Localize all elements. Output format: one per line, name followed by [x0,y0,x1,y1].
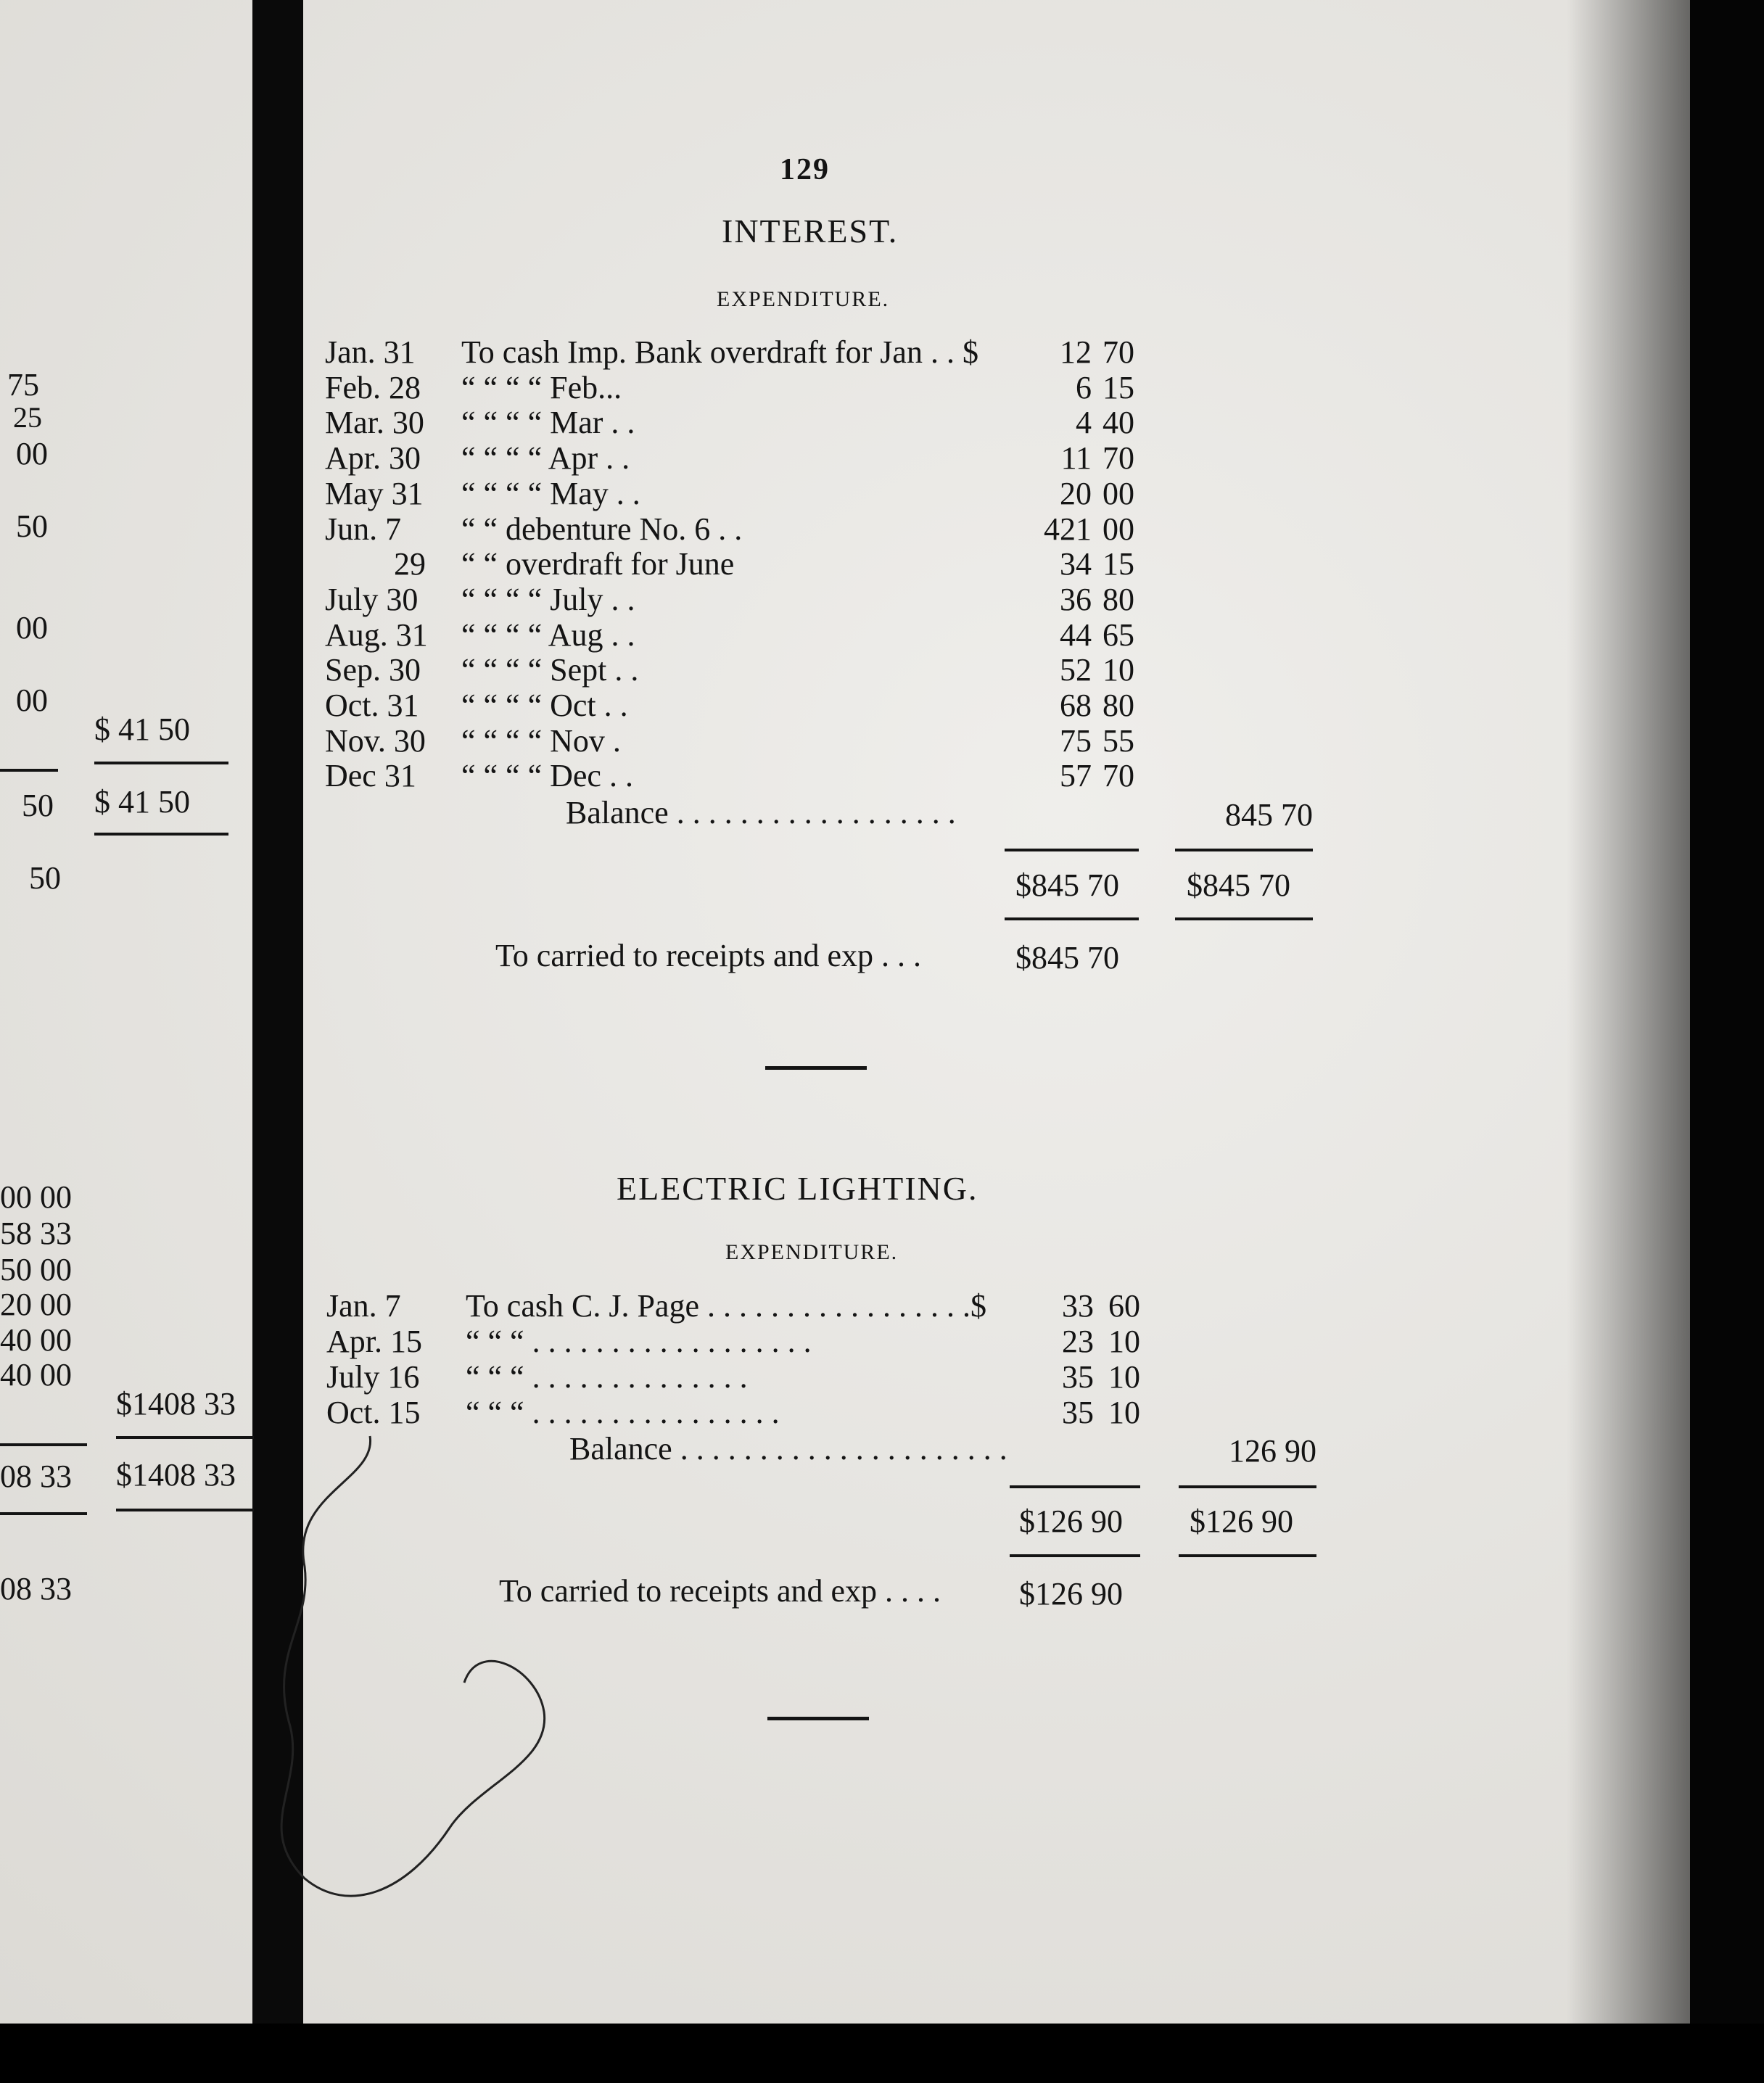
balance-value: 126 90 [1229,1433,1316,1469]
entry-cents: 60 [1108,1288,1140,1324]
balance-value: 845 70 [1225,797,1313,833]
sum-rule [1179,1485,1316,1488]
margin-line: 40 00 [0,1357,72,1393]
margin-cents: 50 [22,788,54,823]
margin-rule [116,1436,254,1439]
entry-dollars: 44 [1060,616,1092,653]
margin-cents: 25 [13,401,42,434]
entry-dollars: 421 [1044,511,1092,547]
entry-date: Apr. 30 [325,440,421,477]
margin-line: 40 00 [0,1322,72,1358]
entry-description: “ “ “ “ Apr . . [461,440,630,477]
margin-line: 08 33 [0,1459,72,1494]
margin-line: 20 00 [0,1287,72,1322]
margin-rule [94,762,228,764]
total-left: $845 70 [1015,867,1119,903]
entry-description: “ “ “ . . . . . . . . . . . . . . . . [466,1395,780,1430]
margin-line: 50 00 [0,1252,72,1287]
balance-label: Balance . . . . . . . . . . . . . . . . . . . . . [569,1431,1007,1467]
book-spine [1690,0,1764,2024]
entry-dollars: 12 [1060,334,1092,370]
entry-cents: 15 [1102,369,1134,405]
pen-scribble [261,1422,566,1929]
entry-description: “ “ “ “ Nov . [461,722,621,759]
total-rule [1010,1554,1140,1557]
scan-border [0,2024,1764,2083]
entry-dollars: 52 [1060,652,1092,688]
entry-cents: 10 [1108,1359,1140,1395]
entry-date: Nov. 30 [325,722,426,759]
entry-dollars: 11 [1060,440,1092,477]
entry-dollars: 4 [1076,405,1092,441]
entry-dollars: 68 [1060,688,1092,723]
section-subtitle: EXPENDITURE. [717,287,890,311]
page-number: 129 [780,153,830,186]
entry-date: July 30 [325,581,419,617]
sum-rule [1010,1485,1140,1488]
entry-dollars: 35 [1062,1395,1094,1430]
entry-description: “ “ “ . . . . . . . . . . . . . . [466,1359,748,1395]
entry-description: To cash C. J. Page . . . . . . . . . . . . . . . . .$ [466,1288,986,1324]
entry-dollars: 75 [1060,722,1092,759]
entry-description: “ “ “ “ Dec . . [461,758,633,794]
margin-cents: 50 [29,860,61,896]
total-left: $126 90 [1019,1504,1123,1539]
entry-date: Jan. 31 [325,334,416,370]
entry-dollars: 33 [1062,1288,1094,1324]
margin-total: $ 41 50 [94,784,190,820]
entry-dollars: 20 [1060,475,1092,511]
entry-date: Apr. 15 [326,1324,422,1359]
entry-dollars: 35 [1062,1359,1094,1395]
entry-cents: 55 [1102,722,1134,759]
entry-cents: 70 [1102,334,1134,370]
entry-dollars: 36 [1060,581,1092,617]
total-right: $845 70 [1187,867,1290,903]
entry-description: “ “ “ “ Mar . . [461,405,635,441]
entry-cents: 80 [1102,688,1134,723]
carried-value: $126 90 [1019,1576,1123,1612]
section-title: ELECTRIC LIGHTING. [617,1170,978,1207]
entry-cents: 00 [1102,511,1134,547]
margin-rule [0,1512,87,1515]
margin-rule [0,1443,87,1446]
total-rule [1175,917,1313,920]
entry-dollars: 34 [1060,546,1092,582]
entry-date: Mar. 30 [325,405,424,441]
entry-cents: 10 [1108,1395,1140,1430]
margin-total: $1408 33 [116,1386,236,1422]
margin-line: 58 33 [0,1216,72,1251]
margin-line: 08 33 [0,1571,72,1606]
entry-date: Sep. 30 [325,652,421,688]
entry-cents: 70 [1102,758,1134,794]
entry-description: “ “ “ “ Oct . . [461,688,628,723]
total-right: $126 90 [1190,1504,1293,1539]
margin-rule [94,833,228,836]
entry-date: Jan. 7 [326,1288,401,1324]
entry-date: Aug. 31 [325,616,428,653]
margin-total: $ 41 50 [94,711,190,747]
entry-description: “ “ “ . . . . . . . . . . . . . . . . . . [466,1324,812,1359]
entry-cents: 10 [1102,652,1134,688]
margin-cents: 00 [16,610,48,645]
entry-cents: 00 [1102,475,1134,511]
balance-label: Balance . . . . . . . . . . . . . . . . . . [566,795,956,830]
entry-description: “ “ “ “ Sept . . [461,652,639,688]
margin-cents: 75 [7,367,39,403]
entry-description: To cash Imp. Bank overdraft for Jan . . $ [461,334,978,370]
entry-cents: 10 [1108,1324,1140,1359]
total-rule [1005,917,1139,920]
carried-text: To carried to receipts and exp . . . [495,938,922,973]
total-rule [1179,1554,1316,1557]
entry-cents: 70 [1102,440,1134,477]
entry-date: Oct. 15 [326,1395,421,1430]
sum-rule [1005,849,1139,851]
sum-rule [1175,849,1313,851]
entry-cents: 65 [1102,616,1134,653]
margin-rule [0,769,58,772]
margin-line: 00 00 [0,1179,72,1215]
entry-date: Jun. 7 [325,511,402,547]
margin-rule [116,1509,254,1511]
entry-description: “ “ overdraft for June [461,546,735,582]
entry-date: May 31 [325,475,424,511]
entry-date: 29 [394,546,426,582]
carried-value: $845 70 [1015,940,1119,975]
entry-description: “ “ “ “ July . . [461,581,635,617]
section-divider [767,1717,869,1720]
entry-dollars: 23 [1062,1324,1094,1359]
margin-cents: 00 [16,682,48,718]
section-subtitle: EXPENDITURE. [725,1240,899,1264]
margin-total: $1408 33 [116,1457,236,1493]
margin-cents: 50 [16,508,48,544]
entry-description: “ “ debenture No. 6 . . [461,511,743,547]
margin-cents: 00 [16,436,48,471]
entry-description: “ “ “ “ Feb... [461,369,622,405]
entry-dollars: 57 [1060,758,1092,794]
entry-date: Dec 31 [325,758,416,794]
spine-shadow [1567,0,1690,2024]
entry-cents: 15 [1102,546,1134,582]
section-divider [765,1066,867,1070]
entry-dollars: 6 [1076,369,1092,405]
entry-date: Oct. 31 [325,688,419,723]
entry-date: July 16 [326,1359,420,1395]
entry-cents: 80 [1102,581,1134,617]
entry-description: “ “ “ “ Aug . . [461,616,635,653]
carried-text: To carried to receipts and exp . . . . [499,1573,941,1609]
section-title: INTEREST. [722,213,899,249]
entry-cents: 40 [1102,405,1134,441]
entry-description: “ “ “ “ May . . [461,475,640,511]
entry-date: Feb. 28 [325,369,421,405]
